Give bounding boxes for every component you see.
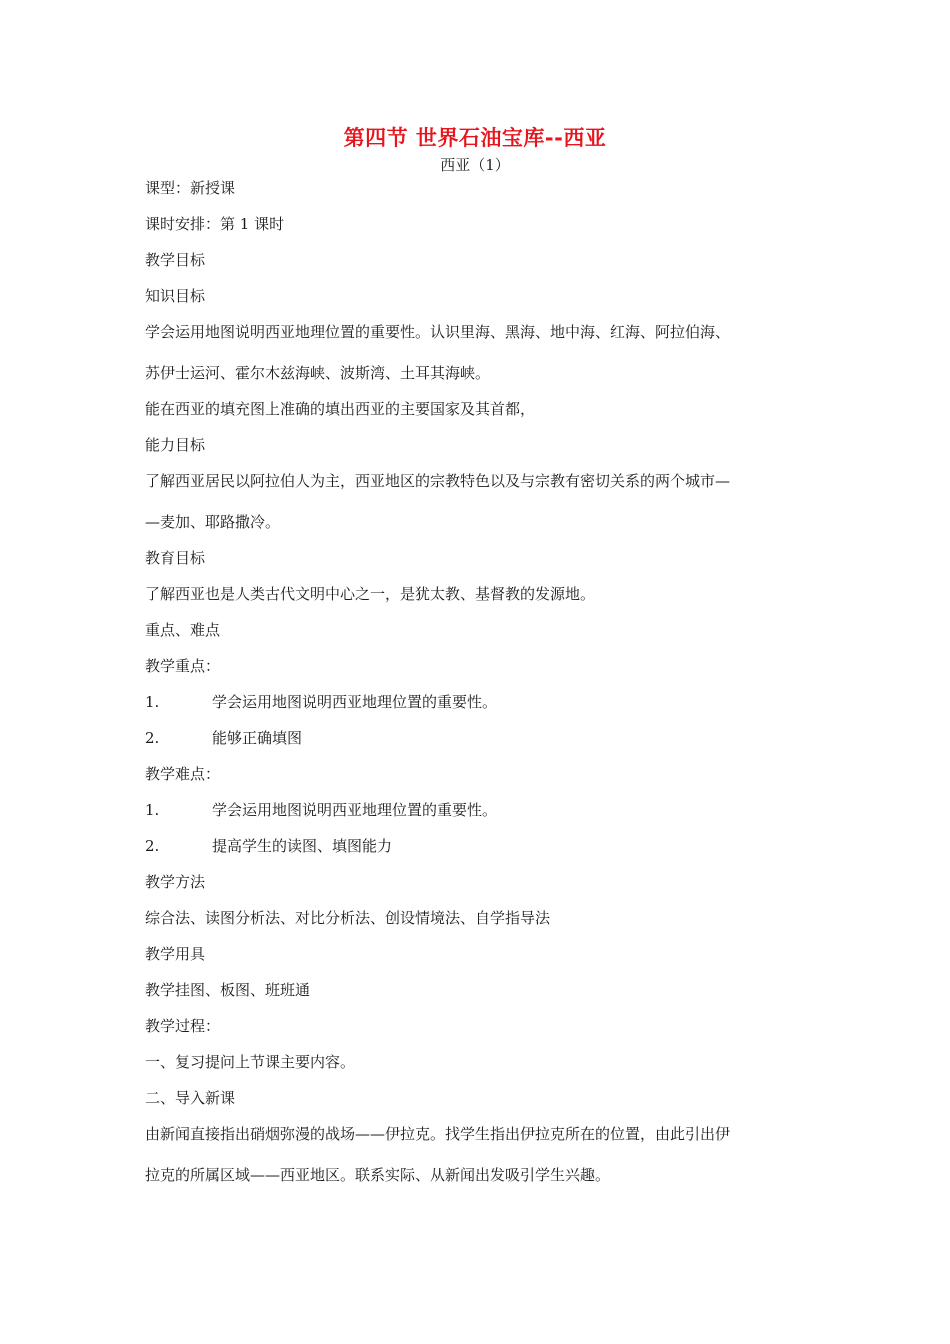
paragraph-line: 了解西亚也是人类古代文明中心之一，是犹太教、基督教的发源地。 bbox=[145, 585, 596, 603]
section-heading: 能力目标 bbox=[145, 436, 206, 454]
document-subtitle: 西亚（1） bbox=[440, 156, 510, 174]
paragraph-line: 学会运用地图说明西亚地理位置的重要性。认识里海、黑海、地中海、红海、阿拉伯海、 bbox=[145, 323, 731, 341]
list-text: 提高学生的读图、填图能力 bbox=[212, 837, 393, 855]
section-heading: 教学重点： bbox=[145, 657, 221, 675]
lesson-schedule: 课时安排：第 1 课时 bbox=[145, 215, 285, 233]
paragraph-line: 教学挂图、板图、班班通 bbox=[145, 981, 311, 999]
paragraph-line: 拉克的所属区域——西亚地区。联系实际、从新闻出发吸引学生兴趣。 bbox=[145, 1166, 611, 1184]
section-heading: 重点、难点 bbox=[145, 621, 221, 639]
list-text: 学会运用地图说明西亚地理位置的重要性。 bbox=[212, 693, 498, 711]
section-heading: 教学过程： bbox=[145, 1017, 221, 1035]
paragraph-line: 由新闻直接指出硝烟弥漫的战场——伊拉克。找学生指出伊拉克所在的位置，由此引出伊 bbox=[145, 1125, 731, 1143]
section-heading: 教学用具 bbox=[145, 945, 206, 963]
list-item bbox=[145, 692, 497, 712]
list-number: 1. bbox=[145, 693, 160, 711]
list-number: 1. bbox=[145, 801, 160, 819]
section-heading: 教育目标 bbox=[145, 549, 206, 567]
paragraph-line: 苏伊士运河、霍尔木兹海峡、波斯湾、土耳其海峡。 bbox=[145, 364, 491, 382]
list-number: 2. bbox=[145, 729, 160, 747]
paragraph-line: 一、复习提问上节课主要内容。 bbox=[145, 1053, 356, 1071]
document-title: 第四节 世界石油宝库--西亚 bbox=[343, 126, 607, 150]
paragraph-line: 能在西亚的填充图上准确的填出西亚的主要国家及其首都， bbox=[145, 400, 536, 418]
list-item bbox=[145, 800, 497, 820]
section-heading: 教学难点： bbox=[145, 765, 221, 783]
paragraph-line: 了解西亚居民以阿拉伯人为主，西亚地区的宗教特色以及与宗教有密切关系的两个城市— bbox=[145, 472, 731, 490]
section-heading: 知识目标 bbox=[145, 287, 206, 305]
list-item bbox=[145, 728, 302, 748]
section-heading: 二、导入新课 bbox=[145, 1089, 236, 1107]
paragraph-line: —麦加、耶路撒冷。 bbox=[145, 513, 281, 531]
list-text: 学会运用地图说明西亚地理位置的重要性。 bbox=[212, 801, 498, 819]
list-number: 2. bbox=[145, 837, 160, 855]
paragraph-line: 综合法、读图分析法、对比分析法、创设情境法、自学指导法 bbox=[145, 909, 551, 927]
lesson-type: 课型：新授课 bbox=[145, 179, 236, 197]
section-heading: 教学方法 bbox=[145, 873, 206, 891]
section-heading: 教学目标 bbox=[145, 251, 206, 269]
list-text: 能够正确填图 bbox=[212, 729, 303, 747]
list-item bbox=[145, 836, 392, 856]
